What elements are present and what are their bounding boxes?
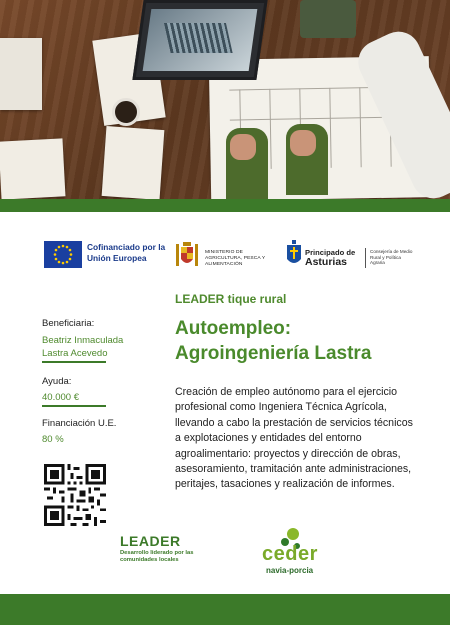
asturias-principado-label: Principado de bbox=[305, 248, 356, 257]
ceder-logo: ceder bbox=[262, 543, 318, 565]
botanical-sketch bbox=[102, 126, 165, 199]
eu-financing-value: 80 % bbox=[42, 434, 64, 445]
eu-financing-label: Financiación U.E. bbox=[42, 418, 117, 429]
ministry-label: MINISTERIO DE AGRICULTURA, PESCA Y ALIMENTACIÓN bbox=[205, 250, 266, 267]
beneficiary-name-line2: Lastra Acevedo bbox=[42, 348, 108, 359]
asturias-name-label: Asturias bbox=[305, 256, 348, 268]
coffee-cup bbox=[112, 98, 140, 126]
beneficiary-name-line1: Beatriz Inmaculada bbox=[42, 335, 124, 346]
bottom-green-band bbox=[0, 594, 450, 625]
qr-code-icon[interactable] bbox=[44, 464, 106, 526]
pipe-sketch bbox=[0, 138, 65, 199]
eu-cofinancing-label: Cofinanciado por la Unión Europea bbox=[87, 242, 166, 263]
project-title-line2: Agroingeniería Lastra bbox=[175, 343, 372, 364]
project-title bbox=[175, 316, 425, 366]
beneficiary-label: Beneficiaria: bbox=[42, 318, 95, 329]
beneficiary-underline bbox=[42, 361, 106, 363]
notebook bbox=[0, 38, 42, 110]
aid-value: 40.000 € bbox=[42, 392, 79, 403]
top-green-band bbox=[0, 199, 450, 212]
asturias-shield-icon bbox=[286, 240, 302, 270]
aid-label: Ayuda: bbox=[42, 376, 72, 387]
survey-device bbox=[300, 0, 356, 38]
eu-flag-icon bbox=[44, 241, 82, 268]
program-subtitle: LEADER tique rural bbox=[175, 292, 287, 306]
logo-divider bbox=[365, 248, 366, 268]
asturias-department-label: Consejería de Medio Rural y Política Agraria bbox=[370, 249, 413, 266]
project-description: Creación de empleo autónomo para el ejercicio profesional como Ingeniera Técnica Agrícola, llevando a cabo la prestación de servicios técnicos a explotaciones y entidades del entorno agroalimentario: proyectos y dirección de obras, asesoramiento, tramitación ante administraciones, peritajes, tasaciones y realización de informes. bbox=[175, 386, 413, 491]
spain-coat-of-arms-icon bbox=[173, 241, 201, 271]
leader-tagline: Desarrollo liderado por las comunidades locales bbox=[120, 550, 194, 563]
ceder-region-label: navia-porcia bbox=[266, 566, 314, 575]
laptop bbox=[132, 0, 267, 80]
leader-logo: LEADER bbox=[120, 533, 181, 549]
project-title-line1: Autoempleo: bbox=[175, 318, 292, 339]
aid-underline bbox=[42, 405, 106, 407]
hero-photo bbox=[0, 0, 450, 199]
